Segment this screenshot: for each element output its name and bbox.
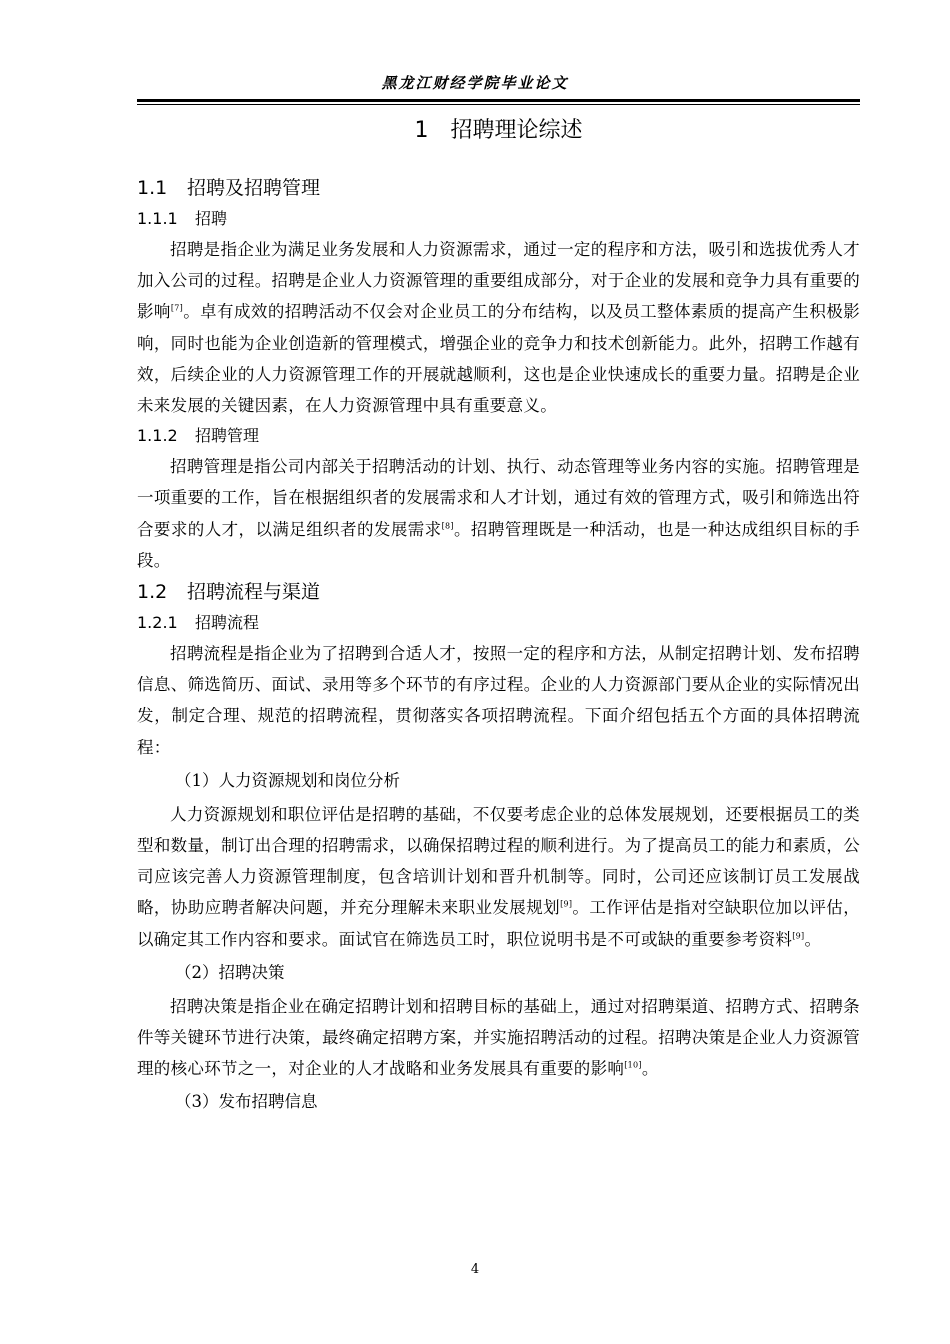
paragraph-text: 招聘管理是指公司内部关于招聘活动的计划、执行、动态管理等业务内容的实施。招聘管理是一项重要的工作，旨在根据组织者的发展需求和人才计划，通过有效的管理方式，吸引和筛选出符合要求的人才，以满足组织者的发展需求 xyxy=(137,457,860,539)
header-rule-thick xyxy=(137,99,860,102)
subsection-title: 招聘 xyxy=(195,209,228,228)
paragraph-recruitment-decision xyxy=(137,991,860,1085)
page-number: 4 xyxy=(470,1262,480,1277)
paragraph-text: 。 xyxy=(641,1059,659,1079)
section-heading-1-1 xyxy=(137,172,860,204)
citation-ref: [8] xyxy=(441,521,454,531)
paragraph-text: 。卓有成效的招聘活动不仅会对企业员工的分布结构，以及员工整体素质的提高产生积极影响，同时也能为企业创造新的管理模式，增强企业的竞争力和技术创新能力。此外，招聘工作越有效，后续企业的人力资源管理工作的开展就越顺利，这也是企业快速成长的重要力量。招聘是企业未来发展的关键因素，在人力资源管理中具有重要意义。 xyxy=(137,302,861,416)
chapter-title-text: 招聘理论综述 xyxy=(450,118,583,143)
subsection-title: 招聘管理 xyxy=(195,426,260,446)
subsection-heading-1-1-1 xyxy=(137,204,860,234)
subsection-heading-1-2-1 xyxy=(137,608,860,638)
subsection-number: 1.1.1 xyxy=(137,209,178,228)
paragraph-recruitment-process xyxy=(137,638,860,763)
running-header: 黑龙江财经学院毕业论文 xyxy=(381,74,569,92)
section-number: 1.1 xyxy=(137,177,168,199)
subsection-number: 1.1.2 xyxy=(137,426,178,446)
citation-ref: [10] xyxy=(624,1060,642,1070)
subsection-title: 招聘流程 xyxy=(195,613,260,633)
page-body xyxy=(137,112,860,1120)
list-item-hr-planning: （1）人力资源规划和岗位分析 xyxy=(175,770,400,790)
paragraph-recruitment-definition xyxy=(137,234,860,421)
header-rule-thin xyxy=(137,104,860,105)
section-title: 招聘及招聘管理 xyxy=(187,177,321,199)
list-item-recruitment-decision: （2）招聘决策 xyxy=(175,962,285,982)
list-item-publish-info: （3）发布招聘信息 xyxy=(175,1092,318,1112)
paragraph-recruitment-management xyxy=(137,451,860,576)
paragraph-hr-planning xyxy=(137,799,860,955)
section-title: 招聘流程与渠道 xyxy=(187,581,321,604)
citation-ref: [7] xyxy=(170,303,184,313)
subsection-number: 1.2.1 xyxy=(137,613,178,633)
section-heading-1-2 xyxy=(137,576,860,608)
citation-ref: [9] xyxy=(792,931,805,941)
paragraph-text: 招聘流程是指企业为了招聘到合适人才，按照一定的程序和方法，从制定招聘计划、发布招聘信息、筛选简历、面试、录用等多个环节的有序过程。企业的人力资源部门要从企业的实际情况出发，制定合理、规范的招聘流程，贯彻落实各项招聘流程。下面介绍包括五个方面的具体招聘流程： xyxy=(137,644,860,757)
section-number: 1.2 xyxy=(137,581,168,604)
citation-ref: [9] xyxy=(560,899,573,909)
paragraph-text: 人力资源规划和职位评估是招聘的基础，不仅要考虑企业的总体发展规划，还要根据员工的类型和数量，制订出合理的招聘需求，以确保招聘过程的顺利进行。为了提高员工的能力和素质，公司应该完善人力资源管理制度，包含培训计划和晋升机制等。同时，公司还应该制订员工发展战略，协助应聘者解决问题，并充分理解未来职业发展规划 xyxy=(137,804,860,918)
paragraph-text: 。招聘管理既是一种活动，也是一种达成组织目标的手段。 xyxy=(137,519,861,570)
chapter-title xyxy=(137,112,860,150)
paragraph-text: 招聘是指企业为满足业务发展和人力资源需求，通过一定的程序和方法，吸引和选拔优秀人才加入公司的过程。招聘是企业人力资源管理的重要组成部分，对于企业的发展和竞争力具有重要的影响 xyxy=(137,240,860,322)
chapter-number: 1 xyxy=(414,118,429,143)
paragraph-text: 。 xyxy=(804,929,822,949)
paragraph-text: 招聘决策是指企业在确定招聘计划和招聘目标的基础上，通过对招聘渠道、招聘方式、招聘条件等关键环节进行决策，最终确定招聘方案，并实施招聘活动的过程。招聘决策是企业人力资源管理的核心环节之一，对企业的人才战略和业务发展具有重要的影响 xyxy=(137,996,860,1079)
subsection-heading-1-1-2 xyxy=(137,421,860,451)
paragraph-text: 。工作评估是指对空缺职位加以评估，以确定其工作内容和要求。面试官在筛选员工时，职位说明书是不可或缺的重要参考资料 xyxy=(137,898,860,949)
